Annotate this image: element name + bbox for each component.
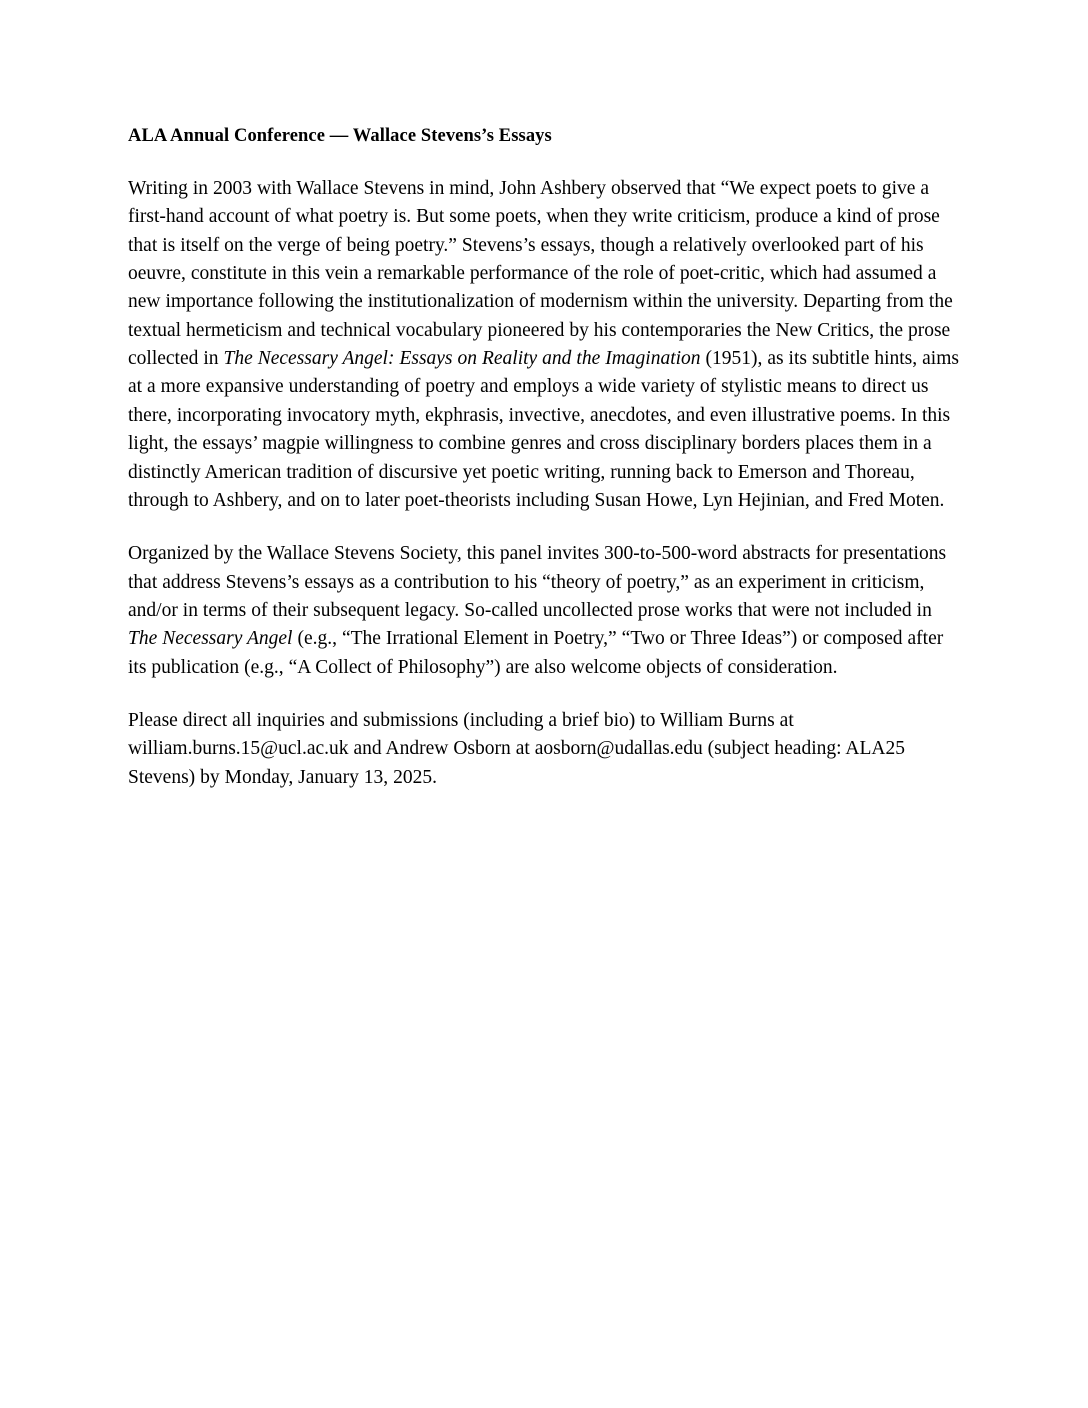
paragraph-cfp	[128, 540, 960, 682]
book-title-necessary-angel-short: The Necessary Angel	[128, 628, 293, 650]
paragraph-cfp-text-after-title: (e.g., “The Irrational Element in Poetry,” “Two or Three Ideas”) or composed after its publication (e.g., “A Collect of Philosophy”) are also welcome objects of consideration.	[128, 628, 944, 678]
paragraph-cfp-text-before-title: Organized by the Wallace Stevens Society, this panel invites 300-to-500-word abstracts for presentations that address Stevens’s essays as a contribution to his “theory of poetry,” as an experiment in criticism, and/or in terms of their subsequent legacy. So-called uncollected prose works that were not included in	[128, 543, 947, 621]
paragraph-intro-text-after-title: (1951), as its subtitle hints, aims at a more expansive understanding of poetry and employs a wide variety of stylistic means to direct us there, incorporating invocatory myth, ekphrasis, invective, anecdotes, and even illustrative poems. In this light, the essays’ magpie willingness to combine genres and cross disciplinary borders places them in a distinctly American tradition of discursive yet poetic writing, running back to Emerson and Thoreau, through to Ashbery, and on to later poet-theorists including Susan Howe, Lyn Hejinian, and Fred Moten.	[128, 348, 959, 511]
page-title: ALA Annual Conference — Wallace Stevens’s Essays	[128, 126, 552, 146]
paragraph-intro-text-before-title: Writing in 2003 with Wallace Stevens in mind, John Ashbery observed that “We expect poets to give a first-hand account of what poetry is. But some poets, when they write criticism, produce a kind of prose that is itself on the verge of being poetry.” Stevens’s essays, though a relatively overlooked part of his oeuvre, constitute in this vein a remarkable performance of the role of poet-critic, which had assumed a new importance following the institutionalization of modernism within the university. Departing from the textual hermeticism and technical vocabulary pioneered by his contemporaries the New Critics, the prose collected in	[128, 177, 953, 370]
paragraph-contact: Please direct all inquiries and submissions (including a brief bio) to William Burns at william.burns.15@ucl.ac.uk and Andrew Osborn at aosborn@udallas.edu (subject heading: ALA25 Stevens) by Monday, January 13, 2025.	[128, 710, 906, 788]
paragraph-intro	[128, 175, 960, 515]
book-title-necessary-angel-full: The Necessary Angel: Essays on Reality and the Imagination	[223, 348, 701, 370]
